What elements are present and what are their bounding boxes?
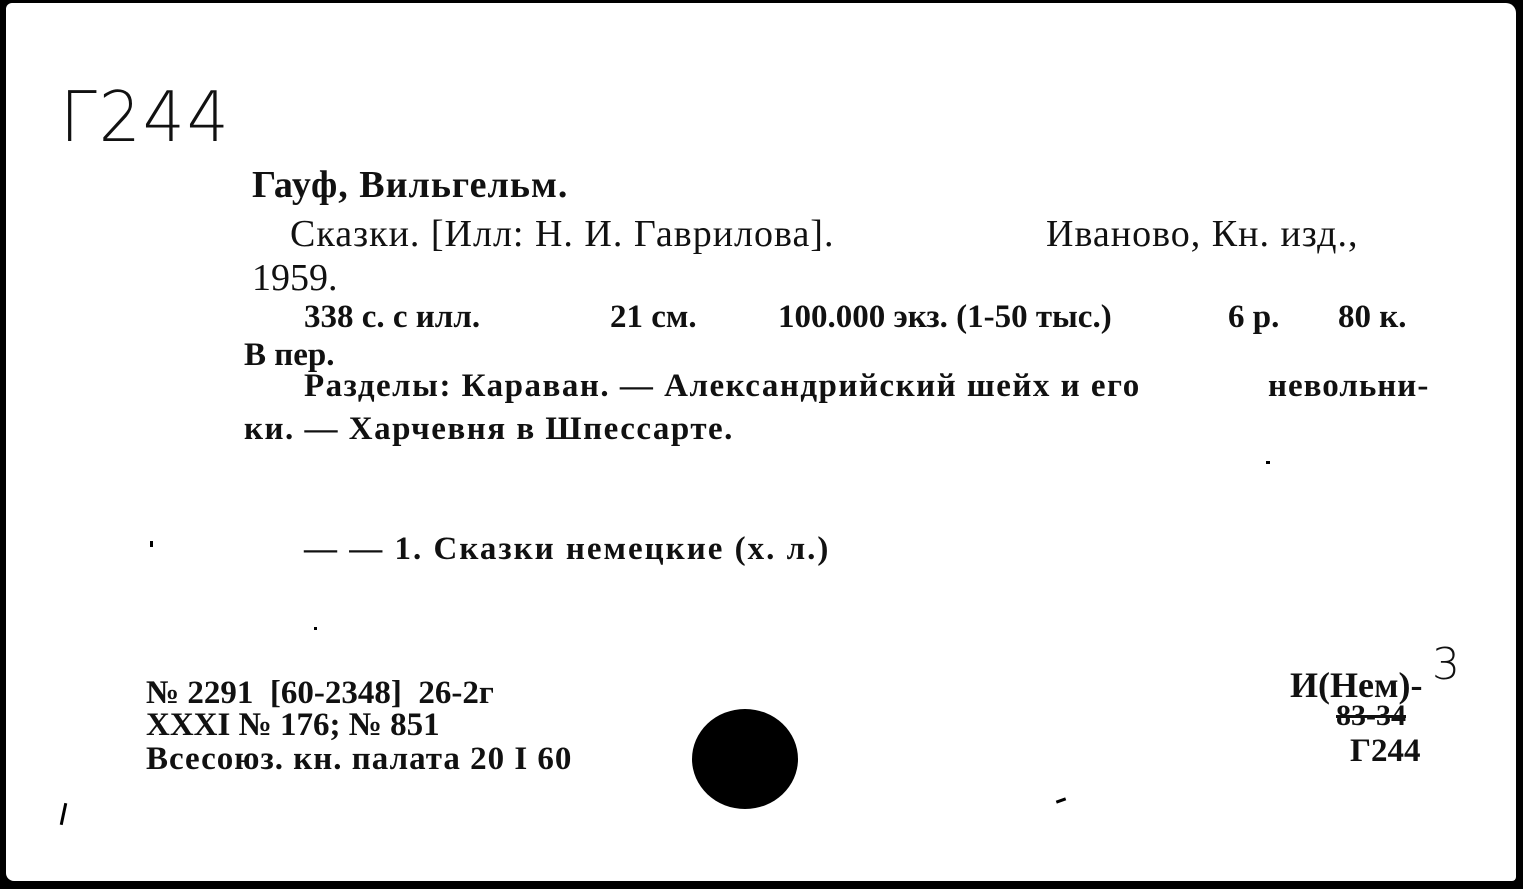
struck-shelf-code: 83-34 (1336, 699, 1406, 732)
collation-pages: 338 с. с илл. (304, 299, 481, 335)
subject-tracing: — — 1. Сказки немецкие (х. л.) (304, 531, 831, 567)
record-number-line2: XXXI № 176; № 851 (146, 707, 440, 743)
scan-speck (314, 627, 317, 630)
scan-speck (1266, 461, 1270, 464)
collation-size: 21 см. (610, 299, 697, 335)
collation-price-rub: 6 р. (1228, 299, 1280, 335)
imprint-year: 1959. (252, 257, 338, 299)
contents-note-line2: ки. — Харчевня в Шпессарте. (244, 411, 734, 447)
shelf-call-number: Г244 (1350, 733, 1421, 769)
card-punch-hole (692, 709, 798, 809)
collation-price-kop: 80 к. (1338, 299, 1407, 335)
contents-note-line1: Разделы: Караван. — Александрийский шейх и его (304, 368, 1141, 404)
shelf-classification: И(Нем)- (1290, 665, 1423, 705)
author-heading: Гауф, Вильгельм. (252, 164, 569, 206)
handwritten-shelf-mark: 3 (1432, 639, 1460, 690)
title-statement: Сказки. [Илл: Н. И. Гаврилова]. (290, 213, 835, 255)
catalog-card (6, 3, 1516, 881)
scan-speck (150, 541, 153, 547)
handwritten-call-number: Г244 (60, 77, 231, 158)
contents-note-line1-end: невольни- (1268, 368, 1430, 404)
imprint-place-publisher: Иваново, Кн. изд., (1046, 213, 1359, 255)
collation-line (304, 301, 1424, 341)
record-number-line3: Всесоюз. кн. палата 20 I 60 (146, 741, 573, 777)
binding-note: В пер. (244, 337, 335, 373)
collation-copies: 100.000 экз. (1-50 тыс.) (778, 299, 1112, 335)
record-number-line1: № 2291 [60-2348] 26-2г (146, 675, 494, 711)
scan-speck (1056, 797, 1066, 803)
scan-speck (60, 803, 68, 825)
